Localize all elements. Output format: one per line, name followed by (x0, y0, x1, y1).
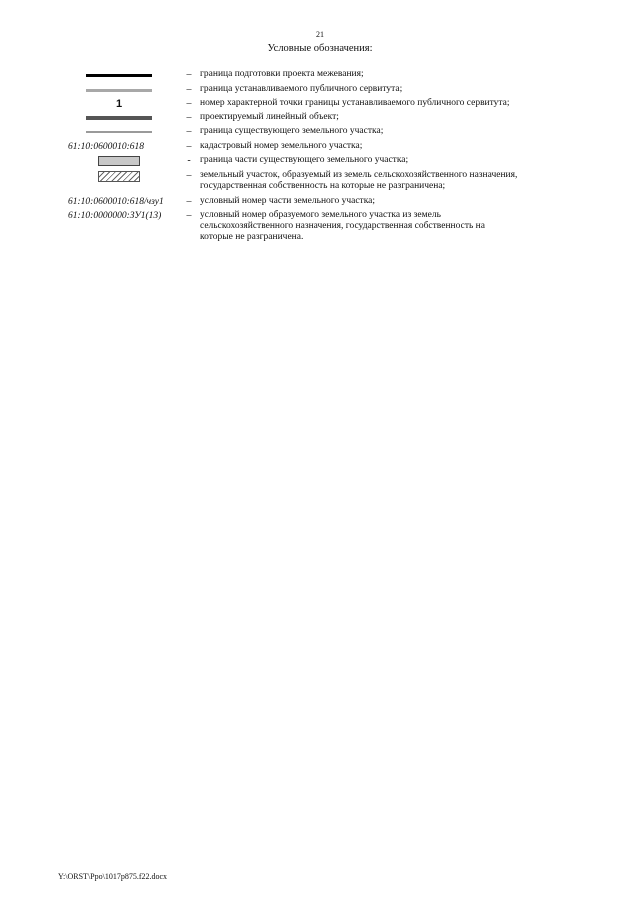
legend-description: граница части существующего земельного участка; (200, 155, 409, 165)
legend-dash: – (186, 126, 192, 137)
legend-dash: – (186, 141, 192, 152)
legend-title: Условные обозначения: (267, 43, 373, 54)
point-number-symbol (60, 98, 178, 110)
document-path-footer: Y:\ORST\Ppo\1017p875.f22.docx (58, 872, 168, 881)
legend-dash: – (186, 112, 192, 123)
legend-description: номер характерной точки границы устанавливаемого публичного сервитута; (200, 98, 510, 108)
legend-dash: – (186, 170, 192, 181)
dark-gray-line-icon (60, 112, 178, 124)
legend-dash: - (187, 155, 191, 166)
legend-description: граница существующего земельного участка; (200, 126, 384, 136)
legend-description: условный номер образуемого земельного участка из земель сельскохозяйственного назначения, государственная собственность на которые не разграничена. (200, 210, 485, 243)
hatched-box-icon (60, 170, 178, 182)
dotted-box-icon (60, 155, 178, 167)
legend-description: земельный участок, образуемый из земель сельскохозяйственного назначения, государственная собственность на которые не разграничена; (200, 170, 518, 192)
cadastral-number-symbol: 61:10:0600010:618 (68, 142, 144, 152)
legend-dash: – (186, 210, 192, 221)
new-plot-number-symbol: 61:10:0000000:ЗУ1(13) (68, 211, 162, 221)
legend-dash: – (186, 98, 192, 109)
legend-description: проектируемый линейный объект; (200, 112, 339, 122)
part-number-symbol: 61:10:0600010:618/чзу1 (68, 197, 164, 207)
legend-dash: – (186, 196, 192, 207)
legend-dash: – (186, 84, 192, 95)
page-number: 21 (316, 30, 324, 39)
thin-gray-line-icon (60, 126, 178, 138)
legend-description: граница подготовки проекта межевания; (200, 69, 364, 79)
gray-line-icon (60, 84, 178, 96)
legend-dash: – (186, 69, 192, 80)
legend-description: граница устанавливаемого публичного сервитута; (200, 84, 403, 94)
legend-description: кадастровый номер земельного участка; (200, 141, 363, 151)
point-number-label: 1 (115, 98, 123, 110)
legend-description: условный номер части земельного участка; (200, 196, 376, 206)
thick-black-line-icon (60, 69, 178, 81)
